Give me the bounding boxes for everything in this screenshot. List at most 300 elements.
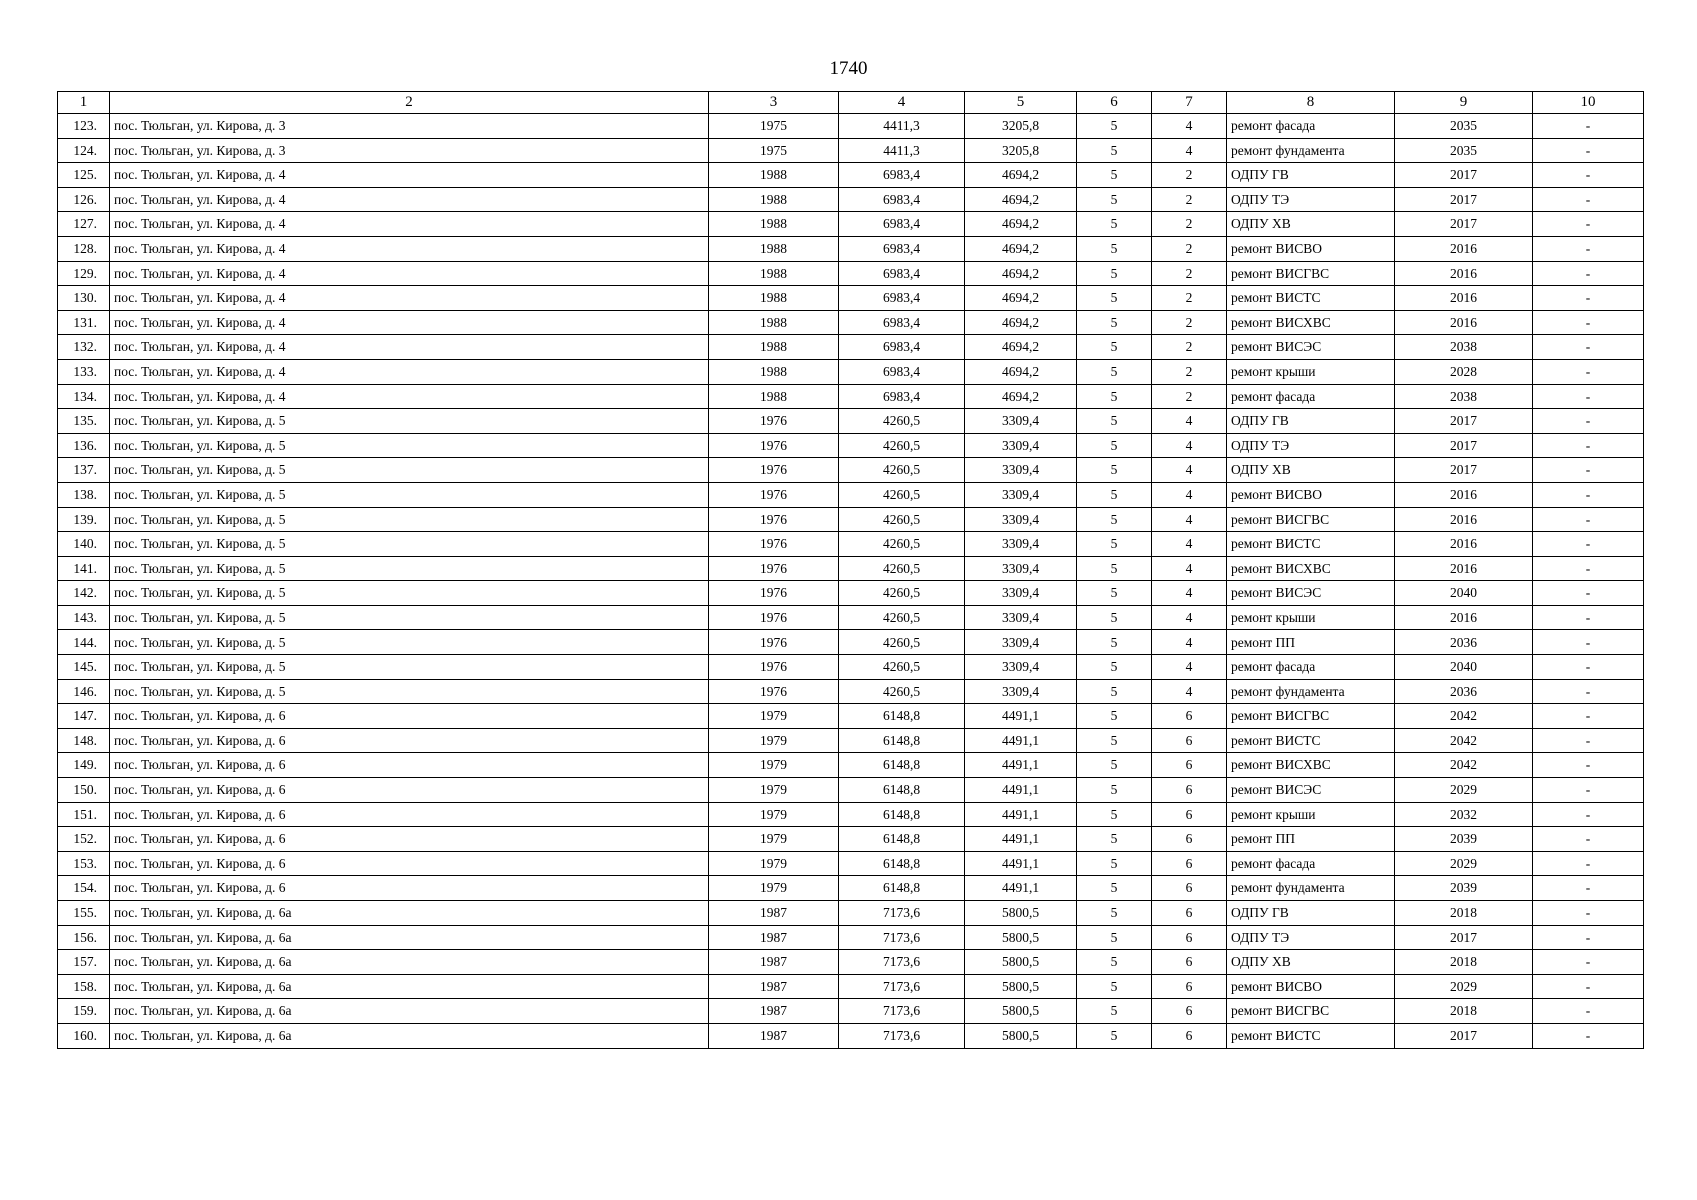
cell-total-area: 6983,4 xyxy=(839,212,965,237)
table-row xyxy=(58,212,1644,237)
cell-total-area: 4260,5 xyxy=(839,605,965,630)
cell-floors: 5 xyxy=(1077,163,1152,188)
cell-address: пос. Тюльган, ул. Кирова, д. 3 xyxy=(110,114,709,139)
cell-work-type: ремонт фундамента xyxy=(1227,679,1395,704)
cell-year-built: 1976 xyxy=(709,482,839,507)
cell-entrances: 6 xyxy=(1152,999,1227,1024)
cell-work-type: ремонт ВИСТС xyxy=(1227,286,1395,311)
cell-work-type: ремонт ВИСВО xyxy=(1227,482,1395,507)
cell-total-area: 6983,4 xyxy=(839,335,965,360)
cell-planned-year: 2018 xyxy=(1395,950,1533,975)
cell-total-area: 6983,4 xyxy=(839,261,965,286)
cell-note: - xyxy=(1533,138,1644,163)
cell-floors: 5 xyxy=(1077,876,1152,901)
cell-year-built: 1988 xyxy=(709,359,839,384)
cell-entrances: 4 xyxy=(1152,482,1227,507)
table-row xyxy=(58,778,1644,803)
cell-entrances: 4 xyxy=(1152,507,1227,532)
table-row xyxy=(58,851,1644,876)
cell-floors: 5 xyxy=(1077,802,1152,827)
cell-planned-year: 2035 xyxy=(1395,138,1533,163)
cell-entrances: 2 xyxy=(1152,187,1227,212)
cell-work-type: ремонт крыши xyxy=(1227,605,1395,630)
cell-planned-year: 2017 xyxy=(1395,409,1533,434)
cell-row-number: 135. xyxy=(58,409,110,434)
cell-address: пос. Тюльган, ул. Кирова, д. 6 xyxy=(110,728,709,753)
cell-row-number: 136. xyxy=(58,433,110,458)
cell-total-area: 7173,6 xyxy=(839,974,965,999)
cell-note: - xyxy=(1533,704,1644,729)
cell-entrances: 4 xyxy=(1152,605,1227,630)
cell-floors: 5 xyxy=(1077,605,1152,630)
table-row xyxy=(58,679,1644,704)
column-header-5: 5 xyxy=(965,92,1077,114)
cell-planned-year: 2042 xyxy=(1395,704,1533,729)
cell-total-area: 4260,5 xyxy=(839,679,965,704)
table-row xyxy=(58,310,1644,335)
cell-floors: 5 xyxy=(1077,507,1152,532)
cell-note: - xyxy=(1533,212,1644,237)
cell-total-area: 4260,5 xyxy=(839,532,965,557)
cell-living-area: 5800,5 xyxy=(965,974,1077,999)
cell-work-type: ремонт ВИСГВС xyxy=(1227,999,1395,1024)
cell-address: пос. Тюльган, ул. Кирова, д. 5 xyxy=(110,458,709,483)
cell-row-number: 143. xyxy=(58,605,110,630)
cell-floors: 5 xyxy=(1077,728,1152,753)
cell-note: - xyxy=(1533,261,1644,286)
table-row xyxy=(58,974,1644,999)
cell-work-type: ремонт ВИСХВС xyxy=(1227,753,1395,778)
cell-row-number: 148. xyxy=(58,728,110,753)
cell-address: пос. Тюльган, ул. Кирова, д. 6 xyxy=(110,778,709,803)
cell-year-built: 1988 xyxy=(709,236,839,261)
cell-address: пос. Тюльган, ул. Кирова, д. 6 xyxy=(110,753,709,778)
cell-floors: 5 xyxy=(1077,482,1152,507)
cell-living-area: 4694,2 xyxy=(965,310,1077,335)
page-number: 1740 xyxy=(829,58,868,79)
cell-entrances: 6 xyxy=(1152,827,1227,852)
cell-total-area: 6148,8 xyxy=(839,753,965,778)
cell-work-type: ОДПУ ХВ xyxy=(1227,212,1395,237)
cell-address: пос. Тюльган, ул. Кирова, д. 4 xyxy=(110,163,709,188)
cell-total-area: 4260,5 xyxy=(839,655,965,680)
cell-total-area: 4260,5 xyxy=(839,507,965,532)
cell-planned-year: 2016 xyxy=(1395,556,1533,581)
cell-total-area: 6983,4 xyxy=(839,286,965,311)
cell-address: пос. Тюльган, ул. Кирова, д. 6 xyxy=(110,704,709,729)
table-row xyxy=(58,901,1644,926)
cell-row-number: 158. xyxy=(58,974,110,999)
cell-living-area: 5800,5 xyxy=(965,901,1077,926)
cell-row-number: 126. xyxy=(58,187,110,212)
cell-row-number: 141. xyxy=(58,556,110,581)
cell-row-number: 128. xyxy=(58,236,110,261)
cell-entrances: 4 xyxy=(1152,679,1227,704)
cell-planned-year: 2017 xyxy=(1395,433,1533,458)
cell-planned-year: 2017 xyxy=(1395,458,1533,483)
cell-floors: 5 xyxy=(1077,827,1152,852)
cell-work-type: ремонт крыши xyxy=(1227,359,1395,384)
cell-living-area: 4491,1 xyxy=(965,778,1077,803)
cell-entrances: 2 xyxy=(1152,261,1227,286)
cell-entrances: 6 xyxy=(1152,778,1227,803)
cell-floors: 5 xyxy=(1077,433,1152,458)
cell-total-area: 4260,5 xyxy=(839,409,965,434)
cell-entrances: 4 xyxy=(1152,655,1227,680)
cell-note: - xyxy=(1533,335,1644,360)
cell-living-area: 5800,5 xyxy=(965,950,1077,975)
cell-planned-year: 2039 xyxy=(1395,876,1533,901)
cell-note: - xyxy=(1533,114,1644,139)
cell-year-built: 1987 xyxy=(709,1023,839,1048)
cell-row-number: 155. xyxy=(58,901,110,926)
cell-total-area: 6148,8 xyxy=(839,778,965,803)
cell-year-built: 1988 xyxy=(709,335,839,360)
cell-address: пос. Тюльган, ул. Кирова, д. 3 xyxy=(110,138,709,163)
cell-year-built: 1979 xyxy=(709,851,839,876)
cell-entrances: 4 xyxy=(1152,630,1227,655)
cell-entrances: 6 xyxy=(1152,974,1227,999)
column-header-7: 7 xyxy=(1152,92,1227,114)
cell-floors: 5 xyxy=(1077,655,1152,680)
cell-year-built: 1979 xyxy=(709,778,839,803)
cell-work-type: ОДПУ ТЭ xyxy=(1227,433,1395,458)
cell-note: - xyxy=(1533,556,1644,581)
cell-planned-year: 2016 xyxy=(1395,532,1533,557)
cell-note: - xyxy=(1533,728,1644,753)
cell-planned-year: 2017 xyxy=(1395,925,1533,950)
cell-row-number: 159. xyxy=(58,999,110,1024)
cell-entrances: 6 xyxy=(1152,1023,1227,1048)
cell-planned-year: 2028 xyxy=(1395,359,1533,384)
cell-work-type: ремонт ПП xyxy=(1227,827,1395,852)
cell-living-area: 4694,2 xyxy=(965,163,1077,188)
cell-total-area: 6148,8 xyxy=(839,851,965,876)
cell-work-type: ремонт фундамента xyxy=(1227,138,1395,163)
cell-address: пос. Тюльган, ул. Кирова, д. 6 xyxy=(110,802,709,827)
cell-row-number: 125. xyxy=(58,163,110,188)
cell-floors: 5 xyxy=(1077,974,1152,999)
cell-address: пос. Тюльган, ул. Кирова, д. 6а xyxy=(110,901,709,926)
cell-work-type: ОДПУ ТЭ xyxy=(1227,187,1395,212)
cell-address: пос. Тюльган, ул. Кирова, д. 6 xyxy=(110,851,709,876)
cell-total-area: 4260,5 xyxy=(839,630,965,655)
cell-total-area: 4411,3 xyxy=(839,114,965,139)
cell-entrances: 6 xyxy=(1152,950,1227,975)
cell-row-number: 131. xyxy=(58,310,110,335)
cell-entrances: 4 xyxy=(1152,114,1227,139)
column-header-3: 3 xyxy=(709,92,839,114)
cell-floors: 5 xyxy=(1077,778,1152,803)
cell-floors: 5 xyxy=(1077,187,1152,212)
cell-year-built: 1976 xyxy=(709,655,839,680)
cell-address: пос. Тюльган, ул. Кирова, д. 6 xyxy=(110,827,709,852)
cell-living-area: 4694,2 xyxy=(965,359,1077,384)
cell-living-area: 5800,5 xyxy=(965,925,1077,950)
cell-living-area: 4491,1 xyxy=(965,728,1077,753)
cell-entrances: 2 xyxy=(1152,286,1227,311)
cell-note: - xyxy=(1533,778,1644,803)
cell-total-area: 4260,5 xyxy=(839,581,965,606)
cell-total-area: 7173,6 xyxy=(839,999,965,1024)
cell-note: - xyxy=(1533,187,1644,212)
cell-row-number: 151. xyxy=(58,802,110,827)
cell-year-built: 1976 xyxy=(709,458,839,483)
capital-repair-table xyxy=(57,91,1644,1049)
cell-living-area: 4491,1 xyxy=(965,704,1077,729)
table-row xyxy=(58,630,1644,655)
cell-floors: 5 xyxy=(1077,753,1152,778)
cell-entrances: 6 xyxy=(1152,728,1227,753)
cell-address: пос. Тюльган, ул. Кирова, д. 5 xyxy=(110,532,709,557)
cell-planned-year: 2017 xyxy=(1395,187,1533,212)
cell-living-area: 3205,8 xyxy=(965,138,1077,163)
cell-living-area: 4491,1 xyxy=(965,851,1077,876)
cell-work-type: ремонт ВИСГВС xyxy=(1227,704,1395,729)
cell-total-area: 4260,5 xyxy=(839,458,965,483)
table-row xyxy=(58,482,1644,507)
cell-note: - xyxy=(1533,655,1644,680)
cell-note: - xyxy=(1533,999,1644,1024)
cell-note: - xyxy=(1533,753,1644,778)
cell-total-area: 6983,4 xyxy=(839,163,965,188)
cell-note: - xyxy=(1533,507,1644,532)
cell-total-area: 6148,8 xyxy=(839,802,965,827)
cell-living-area: 3309,4 xyxy=(965,458,1077,483)
cell-work-type: ремонт крыши xyxy=(1227,802,1395,827)
cell-year-built: 1976 xyxy=(709,532,839,557)
cell-living-area: 3309,4 xyxy=(965,556,1077,581)
cell-floors: 5 xyxy=(1077,409,1152,434)
cell-planned-year: 2018 xyxy=(1395,999,1533,1024)
cell-address: пос. Тюльган, ул. Кирова, д. 6а xyxy=(110,1023,709,1048)
cell-living-area: 3309,4 xyxy=(965,433,1077,458)
cell-entrances: 2 xyxy=(1152,236,1227,261)
cell-row-number: 149. xyxy=(58,753,110,778)
cell-floors: 5 xyxy=(1077,114,1152,139)
cell-living-area: 4491,1 xyxy=(965,802,1077,827)
cell-address: пос. Тюльган, ул. Кирова, д. 5 xyxy=(110,433,709,458)
cell-work-type: ремонт ВИСГВС xyxy=(1227,507,1395,532)
cell-work-type: ремонт ПП xyxy=(1227,630,1395,655)
cell-year-built: 1988 xyxy=(709,286,839,311)
table-row xyxy=(58,605,1644,630)
cell-row-number: 132. xyxy=(58,335,110,360)
cell-row-number: 140. xyxy=(58,532,110,557)
cell-total-area: 7173,6 xyxy=(839,901,965,926)
cell-living-area: 5800,5 xyxy=(965,999,1077,1024)
cell-planned-year: 2036 xyxy=(1395,630,1533,655)
cell-living-area: 3309,4 xyxy=(965,409,1077,434)
cell-work-type: ОДПУ ГВ xyxy=(1227,163,1395,188)
cell-address: пос. Тюльган, ул. Кирова, д. 4 xyxy=(110,359,709,384)
table-row xyxy=(58,925,1644,950)
cell-entrances: 2 xyxy=(1152,335,1227,360)
cell-entrances: 4 xyxy=(1152,581,1227,606)
cell-note: - xyxy=(1533,1023,1644,1048)
cell-row-number: 142. xyxy=(58,581,110,606)
cell-year-built: 1988 xyxy=(709,187,839,212)
cell-work-type: ремонт фасада xyxy=(1227,655,1395,680)
cell-floors: 5 xyxy=(1077,630,1152,655)
cell-planned-year: 2032 xyxy=(1395,802,1533,827)
cell-address: пос. Тюльган, ул. Кирова, д. 6 xyxy=(110,876,709,901)
cell-row-number: 138. xyxy=(58,482,110,507)
cell-work-type: ОДПУ ГВ xyxy=(1227,409,1395,434)
cell-note: - xyxy=(1533,384,1644,409)
cell-row-number: 129. xyxy=(58,261,110,286)
cell-row-number: 153. xyxy=(58,851,110,876)
cell-work-type: ремонт ВИСХВС xyxy=(1227,310,1395,335)
cell-living-area: 3309,4 xyxy=(965,655,1077,680)
cell-address: пос. Тюльган, ул. Кирова, д. 4 xyxy=(110,261,709,286)
cell-note: - xyxy=(1533,827,1644,852)
cell-year-built: 1988 xyxy=(709,261,839,286)
cell-floors: 5 xyxy=(1077,581,1152,606)
cell-floors: 5 xyxy=(1077,556,1152,581)
cell-work-type: ремонт ВИСГВС xyxy=(1227,261,1395,286)
cell-note: - xyxy=(1533,433,1644,458)
cell-note: - xyxy=(1533,679,1644,704)
cell-note: - xyxy=(1533,925,1644,950)
cell-total-area: 6148,8 xyxy=(839,876,965,901)
cell-row-number: 133. xyxy=(58,359,110,384)
cell-note: - xyxy=(1533,974,1644,999)
cell-work-type: ремонт фасада xyxy=(1227,851,1395,876)
cell-floors: 5 xyxy=(1077,532,1152,557)
cell-address: пос. Тюльган, ул. Кирова, д. 6а xyxy=(110,950,709,975)
cell-note: - xyxy=(1533,359,1644,384)
cell-year-built: 1976 xyxy=(709,581,839,606)
cell-address: пос. Тюльган, ул. Кирова, д. 5 xyxy=(110,482,709,507)
cell-year-built: 1987 xyxy=(709,925,839,950)
cell-work-type: ремонт ВИСЭС xyxy=(1227,778,1395,803)
cell-planned-year: 2042 xyxy=(1395,728,1533,753)
cell-floors: 5 xyxy=(1077,236,1152,261)
cell-work-type: ремонт ВИСТС xyxy=(1227,1023,1395,1048)
cell-work-type: ремонт фундамента xyxy=(1227,876,1395,901)
cell-year-built: 1979 xyxy=(709,827,839,852)
cell-entrances: 6 xyxy=(1152,704,1227,729)
column-header-8: 8 xyxy=(1227,92,1395,114)
table-row xyxy=(58,999,1644,1024)
cell-note: - xyxy=(1533,458,1644,483)
cell-total-area: 6983,4 xyxy=(839,236,965,261)
cell-living-area: 3309,4 xyxy=(965,532,1077,557)
cell-entrances: 4 xyxy=(1152,433,1227,458)
cell-entrances: 4 xyxy=(1152,458,1227,483)
cell-note: - xyxy=(1533,851,1644,876)
cell-year-built: 1976 xyxy=(709,433,839,458)
cell-total-area: 4260,5 xyxy=(839,433,965,458)
cell-planned-year: 2016 xyxy=(1395,236,1533,261)
cell-planned-year: 2017 xyxy=(1395,212,1533,237)
cell-row-number: 150. xyxy=(58,778,110,803)
cell-planned-year: 2016 xyxy=(1395,261,1533,286)
cell-floors: 5 xyxy=(1077,138,1152,163)
cell-address: пос. Тюльган, ул. Кирова, д. 6а xyxy=(110,925,709,950)
cell-address: пос. Тюльган, ул. Кирова, д. 4 xyxy=(110,384,709,409)
cell-row-number: 123. xyxy=(58,114,110,139)
cell-planned-year: 2042 xyxy=(1395,753,1533,778)
cell-planned-year: 2029 xyxy=(1395,974,1533,999)
cell-row-number: 145. xyxy=(58,655,110,680)
column-header-10: 10 xyxy=(1533,92,1644,114)
cell-total-area: 7173,6 xyxy=(839,950,965,975)
cell-entrances: 6 xyxy=(1152,802,1227,827)
cell-work-type: ремонт ВИСВО xyxy=(1227,974,1395,999)
cell-work-type: ремонт ВИСТС xyxy=(1227,532,1395,557)
cell-year-built: 1976 xyxy=(709,679,839,704)
cell-row-number: 144. xyxy=(58,630,110,655)
cell-entrances: 6 xyxy=(1152,876,1227,901)
cell-year-built: 1987 xyxy=(709,950,839,975)
cell-planned-year: 2016 xyxy=(1395,286,1533,311)
cell-living-area: 3309,4 xyxy=(965,482,1077,507)
cell-year-built: 1979 xyxy=(709,876,839,901)
cell-work-type: ОДПУ ТЭ xyxy=(1227,925,1395,950)
cell-entrances: 2 xyxy=(1152,310,1227,335)
cell-entrances: 2 xyxy=(1152,163,1227,188)
cell-year-built: 1987 xyxy=(709,901,839,926)
cell-note: - xyxy=(1533,310,1644,335)
cell-year-built: 1979 xyxy=(709,728,839,753)
column-header-2: 2 xyxy=(110,92,709,114)
cell-work-type: ОДПУ ГВ xyxy=(1227,901,1395,926)
cell-address: пос. Тюльган, ул. Кирова, д. 5 xyxy=(110,409,709,434)
cell-note: - xyxy=(1533,482,1644,507)
cell-address: пос. Тюльган, ул. Кирова, д. 5 xyxy=(110,556,709,581)
table-row xyxy=(58,114,1644,139)
table-row xyxy=(58,138,1644,163)
table-row xyxy=(58,286,1644,311)
cell-address: пос. Тюльган, ул. Кирова, д. 5 xyxy=(110,679,709,704)
table-row xyxy=(58,187,1644,212)
cell-planned-year: 2035 xyxy=(1395,114,1533,139)
cell-year-built: 1976 xyxy=(709,507,839,532)
cell-year-built: 1988 xyxy=(709,310,839,335)
table-body xyxy=(58,114,1644,1049)
cell-entrances: 6 xyxy=(1152,753,1227,778)
table-row xyxy=(58,458,1644,483)
table-row xyxy=(58,827,1644,852)
cell-entrances: 4 xyxy=(1152,532,1227,557)
cell-row-number: 154. xyxy=(58,876,110,901)
cell-note: - xyxy=(1533,876,1644,901)
cell-total-area: 6983,4 xyxy=(839,310,965,335)
cell-planned-year: 2040 xyxy=(1395,581,1533,606)
cell-entrances: 6 xyxy=(1152,851,1227,876)
cell-floors: 5 xyxy=(1077,704,1152,729)
table-row xyxy=(58,802,1644,827)
table-row xyxy=(58,1023,1644,1048)
cell-note: - xyxy=(1533,950,1644,975)
cell-floors: 5 xyxy=(1077,212,1152,237)
table-row xyxy=(58,532,1644,557)
cell-planned-year: 2017 xyxy=(1395,163,1533,188)
cell-total-area: 6148,8 xyxy=(839,728,965,753)
cell-total-area: 4260,5 xyxy=(839,482,965,507)
cell-note: - xyxy=(1533,901,1644,926)
cell-entrances: 4 xyxy=(1152,409,1227,434)
cell-note: - xyxy=(1533,581,1644,606)
cell-year-built: 1987 xyxy=(709,999,839,1024)
cell-row-number: 156. xyxy=(58,925,110,950)
cell-planned-year: 2038 xyxy=(1395,384,1533,409)
cell-entrances: 4 xyxy=(1152,138,1227,163)
cell-living-area: 4491,1 xyxy=(965,876,1077,901)
cell-address: пос. Тюльган, ул. Кирова, д. 4 xyxy=(110,335,709,360)
